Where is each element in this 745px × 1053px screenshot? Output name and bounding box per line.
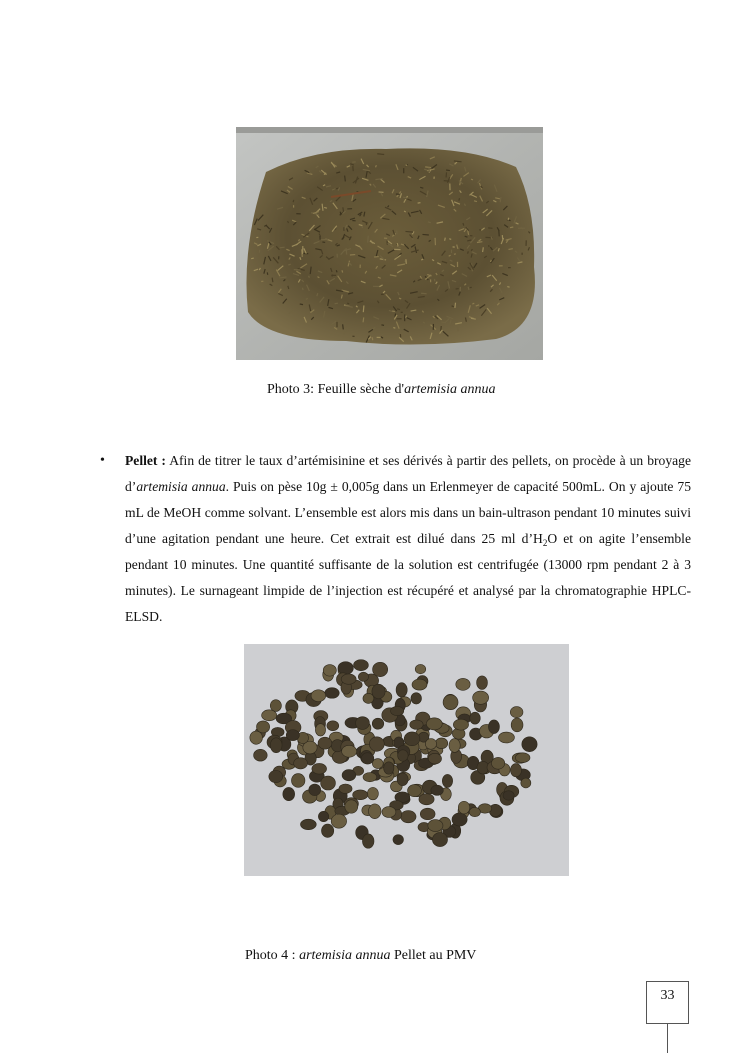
photo-pellets [244,644,569,876]
page-number-box [646,981,689,1024]
photo-dried-leaves [236,127,543,360]
photo4-caption-species: artemisia annua [299,948,391,963]
page-number: 33 [660,988,675,1003]
pellet-bullet-item [100,448,691,630]
page-number-rule [667,1024,668,1053]
h2o-subscript: 2 [542,538,548,548]
bullet-dot: • [100,453,105,468]
pellet-paragraph: Pellet : Afin de titrer le taux d’artémisinine et ses dérivés à partir des pellets, on procède à un broyage d’artemisia annua. Puis on pèse 10g ± 0,005g dans un Erlenmeyer de capacité 500mL. On y ajoute 75 mL de MeOH comme solvant. L’ensemble est alors mis dans un bain-ultrason pendant 10 minutes suivi d’une agitation pendant une heure. Cet extrait est dilué dans 25 ml $d’H_2O$ et on agite l’ensemble pendant 10 minutes. Une quantité suffisante de la solution est centrifugée (13000 rpm pendant 2 à 3 minutes). Le surnageant limpide de l’injection est récupéré et analysé par la chromatographie HPLC-ELSD. [125,453,691,624]
pellets-image [244,644,569,876]
pellet-label: Pellet : [125,453,166,468]
photo4-caption: Photo 4 : artemisia annua Pellet au PMV [245,948,477,963]
dried-leaves-image [236,127,543,360]
photo3-caption: Photo 3: Feuille sèche d'artemisia annua [267,382,496,397]
photo3-caption-species: artemisia annua [404,382,496,397]
species-name: artemisia annua [136,479,226,494]
